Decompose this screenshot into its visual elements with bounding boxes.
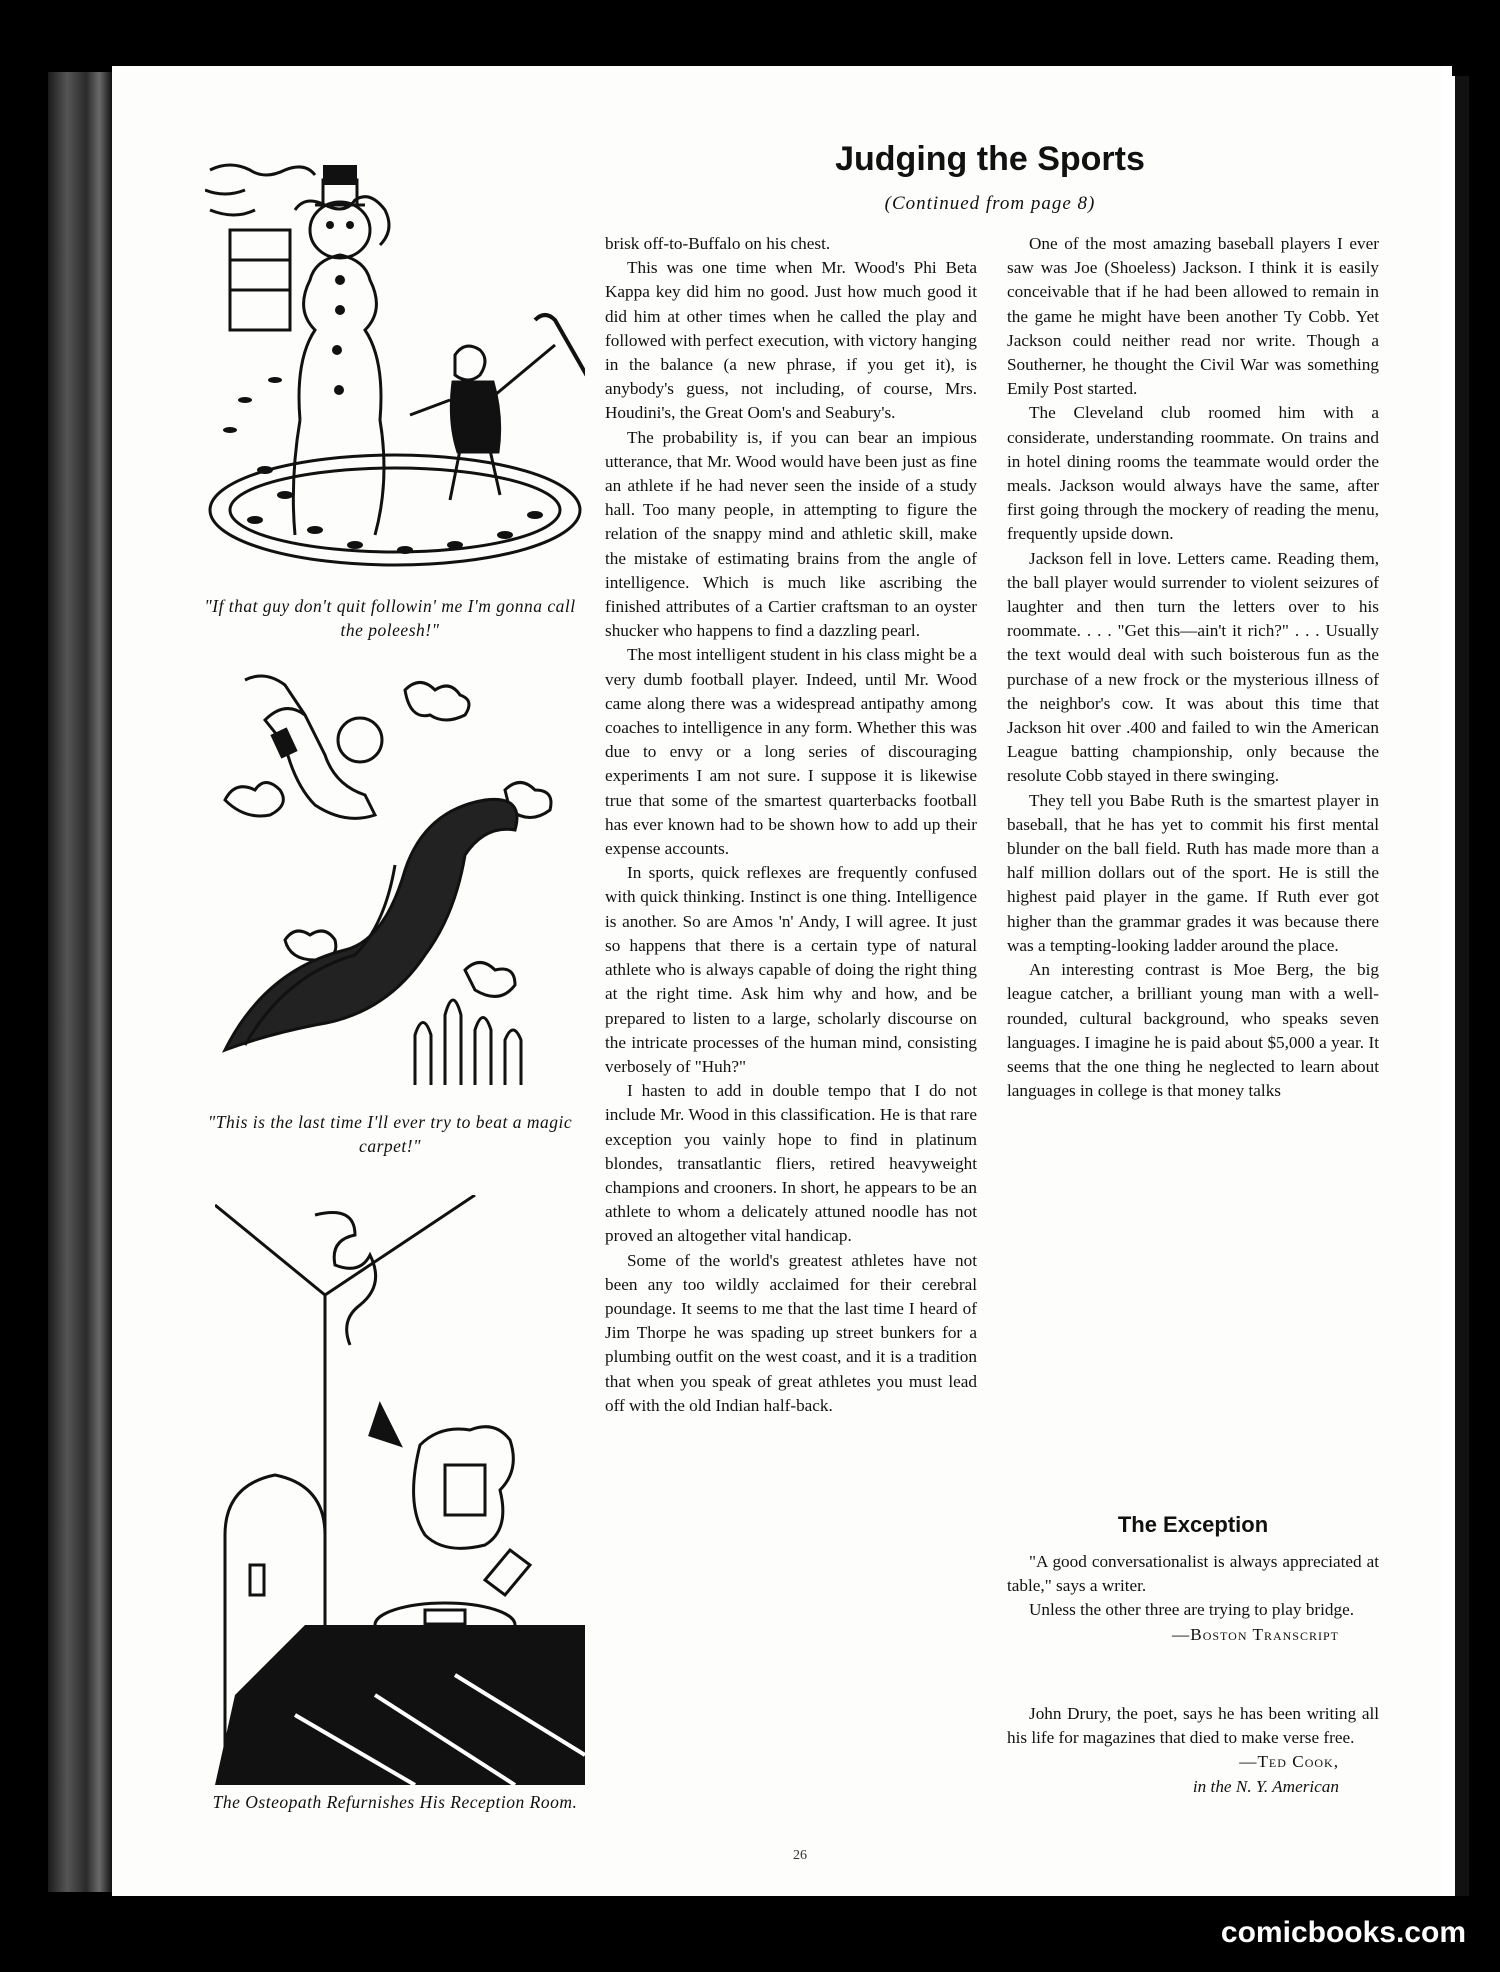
drury-credit-2: in the N. Y. American (1192, 1776, 1339, 1796)
exception-heading: The Exception (1117, 1512, 1269, 1537)
next-page-edge (1452, 76, 1469, 1896)
paragraph: This was one time when Mr. Wood's Phi Beta Kappa key did him no good. Just how much good it did him at other times when he called the play and followed with perfect execution, with victory hanging in the balance (a new phrase, if you get it), is anybody's guess, not including, of course, Mrs. Houdini's, the Great Oom's and Seabury's. (605, 258, 977, 423)
drury-credit-1: —Ted Cook, (1239, 1752, 1339, 1772)
paragraph: brisk off-to-Buffalo on his chest. (605, 234, 831, 253)
watermark: comicbooks.com (1220, 1916, 1466, 1949)
paragraph: One of the most amazing baseball players I ever saw was Joe (Shoeless) Jackson. I think it is easily conceivable that if he had been allowed to remain in the game he might have been another Ty Cobb. Yet Jackson could neither read nor write. Though a Southerner, he thought the Civil War was something Emily Post started. (1007, 234, 1379, 399)
cartoon-caption-1: "If that guy don't quit followin' me I'm gonna call the poleesh!" (204, 596, 576, 640)
continued-note: (Continued from page 8) (884, 193, 1096, 214)
paragraph: An interesting contrast is Moe Berg, the big league catcher, a brilliant young man with a well-rounded, cultural background, who speaks seven languages. I imagine he is paid about $5,000 a year. It seems that the one thing he neglected to learn about languages in college is that money talks (1007, 960, 1379, 1101)
exception-box (1007, 1550, 1379, 1647)
book-spine (48, 72, 112, 1892)
paragraph: The most intelligent student in his class might be a very dumb football player. Indeed, until Mr. Wood came along there was a widespread antipathy among coaches to intelligence in any form. Whether this was due to envy or a long series of discouraging experiments I am not sure. I suppose it is likewise true that some of the smartest quarterbacks football has ever known had to be shown how to add up their expense accounts. (605, 645, 977, 859)
paragraph: Jackson fell in love. Letters came. Reading them, the ball player would surrender to violent seizures of laughter and then turn the letters over to his roommate. . . . "Get this—ain't it rich?" . . . Usually the text would deal with such boisterous fun as the purchase of a new frock or the mysterious illness of the neighbor's cow. It was about this time that Jackson hit over .400 and failed to win the American League batting championship, only because the resolute Cobb stayed in there swinging. (1007, 548, 1379, 786)
article-title: Judging the Sports (835, 140, 1145, 178)
page-number: 26 (793, 1848, 807, 1863)
drury-text: John Drury, the poet, says he has been writing all his life for magazines that died to make verse free. (1007, 1704, 1379, 1748)
paragraph: In sports, quick reflexes are frequently confused with quick thinking. Instinct is one thing. Intelligence is another. So are Amos 'n' Andy, I will agree. It just so happens that there is a certain type of natural athlete who is always capable of doing the right thing at the right time. Ask him why and how, and be prepared to listen to a large, scholarly discourse on the intricate processes of the human mind, consisting verbosely of "Huh?" (605, 863, 977, 1076)
exception-line-2: Unless the other three are trying to play bridge. (1029, 1600, 1355, 1620)
paragraph: They tell you Babe Ruth is the smartest player in baseball, that he has yet to commit his first mental blunder on the ball field. Ruth has made more than a half million dollars out of the sport. He is still the highest paid player in the game. If Ruth ever got higher than the grammar grades it was because there was a tempting-looking ladder around the place. (1007, 790, 1379, 955)
page-right-edge (1442, 66, 1452, 1896)
paragraph: Some of the world's greatest athletes have not been any too wildly acclaimed for their cerebral poundage. It seems to me that the last time I heard of Jim Thorpe he was spading up street bunkers for a plumbing outfit on the west coast, and it is a tradition that when you speak of great athletes you must lead off with the old Indian half-back. (605, 1250, 977, 1415)
exception-credit: —Boston Transcript (1172, 1624, 1339, 1644)
cartoon-magic-carpet (205, 670, 585, 1100)
cartoon-caption-3: The Osteopath Refurnishes His Reception Room. (212, 1792, 578, 1812)
article-column-1 (605, 232, 977, 1418)
cartoon-snowman (205, 150, 585, 590)
drury-box (1007, 1702, 1379, 1799)
paragraph: I hasten to add in double tempo that I do not include Mr. Wood in this classification. He is that rare exception you vainly hope to find in platinum blondes, transatlantic fliers, retired heavyweight champions and crooners. In short, he appears to be an athlete to whom a delicately attuned noodle has not proved an altogether vital handicap. (605, 1081, 977, 1246)
paragraph: The probability is, if you can bear an impious utterance, that Mr. Wood would have been just as fine an athlete if he had never seen the inside of a study hall. Too many people, in attempting to figure the relation of the snappy mind and athletic skill, make the mistake of estimating brains from the angle of intelligence. Which is much like ascribing the finished attributes of a Cartier craftsman to an oyster shucker who happens to find a dazzling pearl. (605, 427, 977, 641)
article-column-2 (1007, 232, 1379, 1103)
exception-line-1: "A good conversationalist is always appreciated at table," says a writer. (1007, 1552, 1379, 1596)
cartoon-caption-2: "This is the last time I'll ever try to beat a magic carpet!" (207, 1112, 573, 1156)
cartoon-reception-room (215, 1195, 585, 1785)
paragraph: The Cleveland club roomed him with a considerate, understanding roommate. On trains and in hotel dining rooms the teammate would order the meals. Jackson would always have the same, after first going through the mockery of reading the menu, frequently upside down. (1007, 403, 1379, 544)
